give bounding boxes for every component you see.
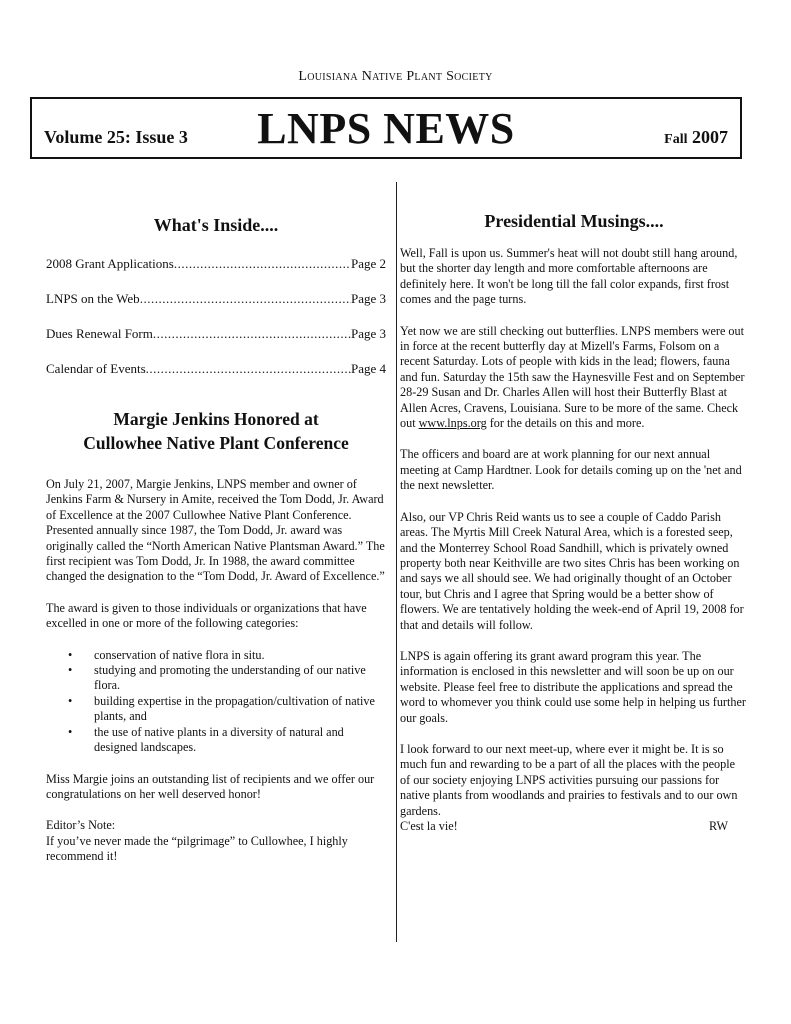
- article-paragraph: On July 21, 2007, Margie Jenkins, LNPS member and owner of Jenkins Farm & Nursery in Amite, received the Tom Dodd, Jr. Award of Excellence at the 2007 Cullowhee Native Plant Conference. Presented annually since 1987, the Tom Dodd, Jr. award was originally called the “North American Native Plantsman Award.” The first recipient was Tom Dodd, Jr. In 1988, the award committee changed the designation to the “Tom Dodd, Jr. Award of Excellence.”: [46, 477, 385, 584]
- musings-paragraph: Also, our VP Chris Reid wants us to see a couple of Caddo Parish areas. The Myrtis Mill Creek Natural Area, which is a forested seep, and the Monterrey School Road Sandhill, which is privately owned property both near Keithville are two sites Chris has been working on and says we all should see. We had originally thought of an October tour, but Chris and I agree that Spring would be a better show of flowers. We are tentatively holding the week-end of April 19, 2008 for that and details will follow.: [400, 509, 744, 632]
- society-name: Louisiana Native Plant Society: [298, 69, 493, 84]
- lnps-website-link[interactable]: www.lnps.org: [418, 416, 487, 431]
- editors-note-text: If you’ve never made the “pilgrimage” to Cullowhee, I highly recommend it!: [46, 833, 348, 864]
- editors-note-label: Editor’s Note:: [46, 818, 116, 833]
- list-item: • studying and promoting the understanding of our native flora.: [94, 663, 386, 694]
- list-item: • building expertise in the propagation/cultivation of native plants, and: [94, 694, 386, 725]
- toc-item-label: 2008 Grant Applications: [46, 256, 174, 271]
- musings-paragraph: Well, Fall is upon us. Summer's heat will not doubt still hang around, but the shorter day length and more comfortable afternoons are definitely here. It won't be long till the fall color expands, first frost comes and the page turns.: [400, 246, 738, 307]
- whats-inside-heading: What's Inside....: [153, 215, 279, 235]
- toc-item-page: Page 4: [350, 361, 386, 376]
- toc-item: [46, 361, 386, 379]
- column-divider: [396, 182, 397, 942]
- musings-paragraph: LNPS is again offering its grant award program this year. The information is enclosed in this newsletter and will soon be up on our website. Please feel free to distribute the applications and spread the word to whomever you think could use some help in helping us further our goals.: [400, 648, 746, 725]
- masthead: [30, 97, 742, 159]
- toc-item: [46, 291, 386, 309]
- toc-item-label: Calendar of Events: [46, 361, 146, 376]
- musings-paragraph: The officers and board are at work planning for our next annual meeting at Camp Hardtner. Look for details coming up on the 'net and the next newsletter.: [400, 447, 742, 493]
- musings-paragraph: I look forward to our next meet-up, where ever it might be. It is so much fun and rewarding to be a part of all the places with the people of our society enjoying LNPS activities pursuing our passions for native plants from woodlands and prairies to festivals and to our own gardens.: [400, 741, 738, 818]
- award-categories-list: [46, 648, 386, 756]
- article-headline-line-1: Margie Jenkins Honored at: [113, 409, 319, 429]
- toc-item: [46, 326, 386, 344]
- toc-item-page: Page 2: [350, 256, 386, 271]
- issue-season: Fall: [664, 132, 688, 147]
- article-paragraph: The award is given to those individuals or organizations that have excelled in one or more of the following categories:: [46, 600, 367, 631]
- toc-item-label: LNPS on the Web: [46, 291, 140, 306]
- toc-item-label: Dues Renewal Form: [46, 326, 153, 341]
- volume-issue: Volume 25: Issue 3: [44, 127, 188, 147]
- issue-date: [664, 127, 728, 148]
- editors-note: [46, 818, 386, 864]
- issue-year: 2007: [692, 127, 728, 147]
- article-headline: [46, 407, 386, 455]
- closing-line: [400, 819, 748, 834]
- toc-item: [46, 256, 386, 274]
- musings-paragraph: Yet now we are still checking out butterflies. LNPS members were out in force at the recent butterfly day at Mizell's Farms, Folsom on a recent Saturday. Lots of people with kids in the lead; flowers, fauna and fun. Saturday the 15th saw the Haynesville Fest and on September 28-29 Susan and Dr. Charles Allen will host their Butterfly Blast at Allen Acres, Cravens, Louisiana. Sure to be more of the same. Check out www.lnps.org for the details on this and more.: [400, 323, 745, 431]
- signature: RW: [709, 819, 728, 833]
- toc-item-page: Page 3: [350, 291, 386, 306]
- list-item: • conservation of native flora in situ.: [94, 648, 386, 663]
- closing-text: C'est la vie!: [400, 819, 458, 833]
- right-column: [400, 210, 748, 834]
- article-paragraph: Miss Margie joins an outstanding list of recipients and we offer our congratulations on her well deserved honor!: [46, 771, 375, 801]
- left-column: [46, 214, 386, 881]
- list-item: • the use of native plants in a diversity of natural and designed landscapes.: [94, 725, 386, 756]
- toc-item-page: Page 3: [350, 326, 386, 341]
- newsletter-title: LNPS NEWS: [257, 104, 515, 153]
- presidential-musings-heading: Presidential Musings....: [484, 211, 664, 231]
- article-headline-line-2: Cullowhee Native Plant Conference: [83, 433, 349, 453]
- table-of-contents: [46, 256, 386, 379]
